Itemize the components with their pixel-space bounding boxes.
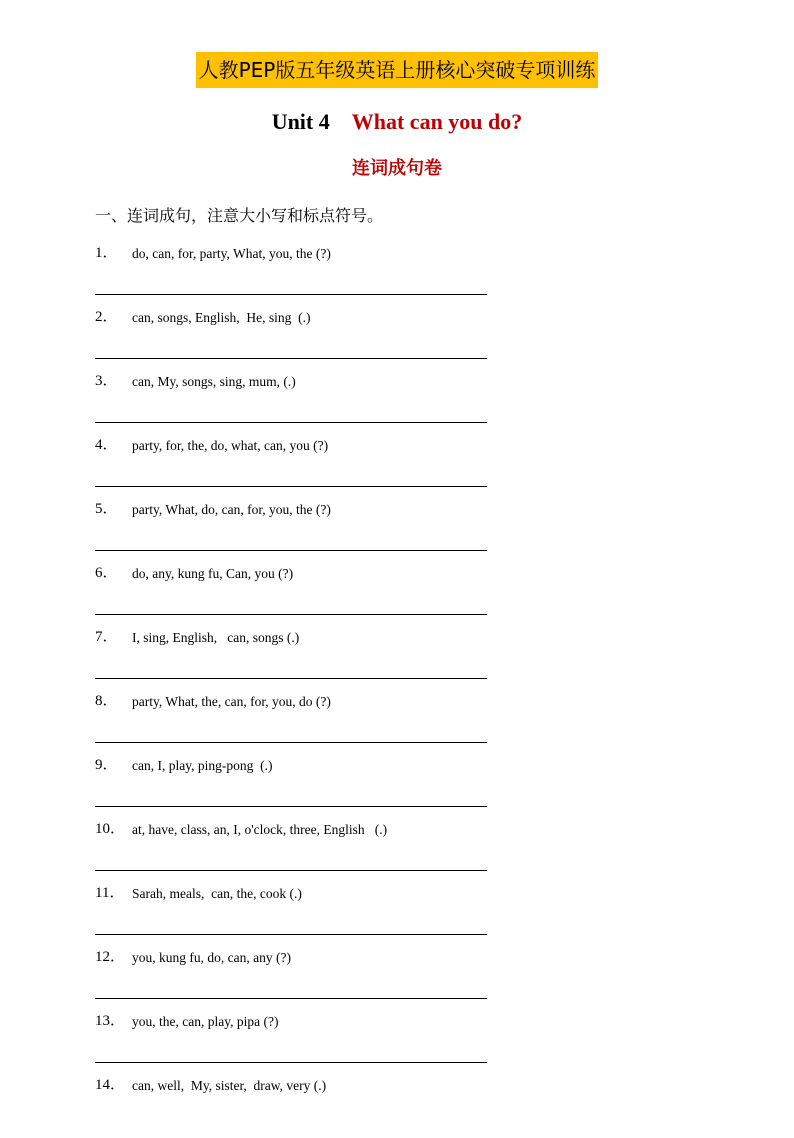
question-number: 14． — [95, 1077, 126, 1093]
worksheet-title: 人教PEP版五年级英语上册核心突破专项训练 — [196, 52, 599, 88]
question-words: I, sing, English, can, songs (.) — [132, 630, 300, 645]
question-words: Sarah, meals, can, the, cook (.) — [132, 886, 302, 901]
question-number: 13． — [95, 1013, 126, 1029]
question-number: 8． — [95, 693, 118, 709]
question-words: can, songs, English, He, sing (.) — [132, 310, 311, 325]
page-header — [0, 52, 794, 88]
question-list — [95, 242, 495, 1138]
question-item — [95, 370, 495, 434]
question-number: 1． — [95, 245, 118, 261]
question-item — [95, 306, 495, 370]
question-item — [95, 946, 495, 1010]
question-words: party, for, the, do, what, can, you (?) — [132, 438, 329, 453]
unit-label: Unit 4 — [271, 109, 330, 134]
answer-line — [95, 294, 487, 295]
question-number: 4． — [95, 437, 118, 453]
question-item — [95, 434, 495, 498]
unit-heading — [0, 108, 794, 136]
question-number: 6． — [95, 565, 118, 581]
answer-line — [95, 806, 487, 807]
answer-line — [95, 934, 487, 935]
question-item — [95, 882, 495, 946]
answer-line — [95, 422, 487, 423]
question-words: party, What, the, can, for, you, do (?) — [132, 694, 331, 709]
question-item — [95, 498, 495, 562]
question-words: party, What, do, can, for, you, the (?) — [132, 502, 331, 517]
question-number: 12． — [95, 949, 126, 965]
question-words: you, kung fu, do, can, any (?) — [132, 950, 291, 965]
question-number: 10． — [95, 821, 126, 837]
answer-line — [95, 1062, 487, 1063]
question-words: at, have, class, an, I, o'clock, three, English (.) — [132, 822, 388, 837]
question-number: 9． — [95, 757, 118, 773]
answer-line — [95, 678, 487, 679]
question-words: do, can, for, party, What, you, the (?) — [132, 246, 331, 261]
question-words: you, the, can, play, pipa (?) — [132, 1014, 279, 1029]
answer-line — [95, 486, 487, 487]
paper-type-heading: 连词成句卷 — [352, 158, 442, 179]
answer-line — [95, 998, 487, 999]
unit-topic: What can you do? — [351, 109, 523, 134]
question-item — [95, 562, 495, 626]
question-item — [95, 818, 495, 882]
question-number: 11． — [95, 885, 125, 901]
question-item — [95, 626, 495, 690]
question-words: can, well, My, sister, draw, very (.) — [132, 1078, 327, 1093]
answer-line — [95, 358, 487, 359]
question-item — [95, 754, 495, 818]
question-number: 3． — [95, 373, 118, 389]
question-number: 2． — [95, 309, 118, 325]
question-item — [95, 1074, 495, 1138]
answer-line — [95, 742, 487, 743]
question-item — [95, 1010, 495, 1074]
answer-line — [95, 870, 487, 871]
question-words: can, My, songs, sing, mum, (.) — [132, 374, 296, 389]
answer-line — [95, 550, 487, 551]
answer-line — [95, 614, 487, 615]
section-instruction: 一、连词成句，注意大小写和标点符号。 — [95, 206, 384, 225]
question-words: can, I, play, ping-pong (.) — [132, 758, 273, 773]
question-number: 5． — [95, 501, 118, 517]
question-number: 7． — [95, 629, 118, 645]
question-item — [95, 242, 495, 306]
question-item — [95, 690, 495, 754]
question-words: do, any, kung fu, Can, you (?) — [132, 566, 294, 581]
